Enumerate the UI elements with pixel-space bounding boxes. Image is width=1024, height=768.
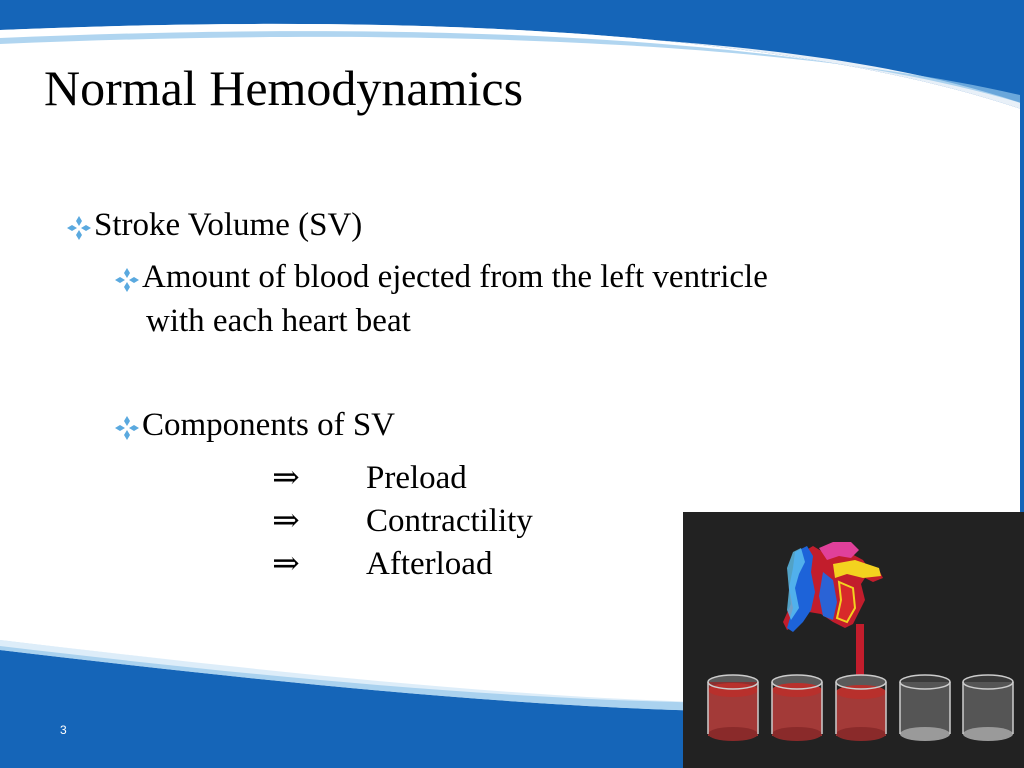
slide-title: Normal Hemodynamics — [44, 60, 524, 116]
implies-arrow-icon: ⇒ — [272, 546, 300, 582]
heart-icon — [783, 542, 883, 632]
heart-pumping-illustration — [683, 512, 1024, 768]
component-label: Afterload — [366, 546, 493, 582]
component-label: Preload — [366, 460, 467, 496]
beaker-filled — [708, 675, 758, 741]
bullet-amount-of-blood — [114, 255, 768, 305]
beaker-empty — [900, 675, 950, 741]
bullet-stroke-volume — [66, 203, 362, 253]
component-label: Contractility — [366, 503, 533, 539]
beaker-filled — [772, 675, 822, 741]
component-contractility — [266, 499, 533, 543]
beaker-filling — [836, 675, 886, 741]
slide-number: 3 — [60, 723, 67, 737]
diamond-bullet-icon — [114, 409, 142, 453]
bullet-continuation: with each heart beat — [146, 303, 411, 339]
bullet-text: Components of SV — [142, 407, 396, 443]
beakers-row — [708, 675, 1013, 741]
component-preload — [266, 456, 467, 500]
bullet-text: Stroke Volume (SV) — [94, 207, 363, 243]
diamond-bullet-icon — [114, 261, 142, 305]
implies-arrow-icon: ⇒ — [272, 503, 300, 539]
beaker-empty — [963, 675, 1013, 741]
component-afterload — [266, 542, 493, 586]
bullet-components — [114, 403, 395, 453]
bullet-text: Amount of blood ejected from the left ventricle — [142, 259, 768, 295]
implies-arrow-icon: ⇒ — [272, 460, 300, 496]
heart-pumping-into-beakers-icon — [683, 512, 1024, 768]
diamond-bullet-icon — [66, 209, 94, 253]
